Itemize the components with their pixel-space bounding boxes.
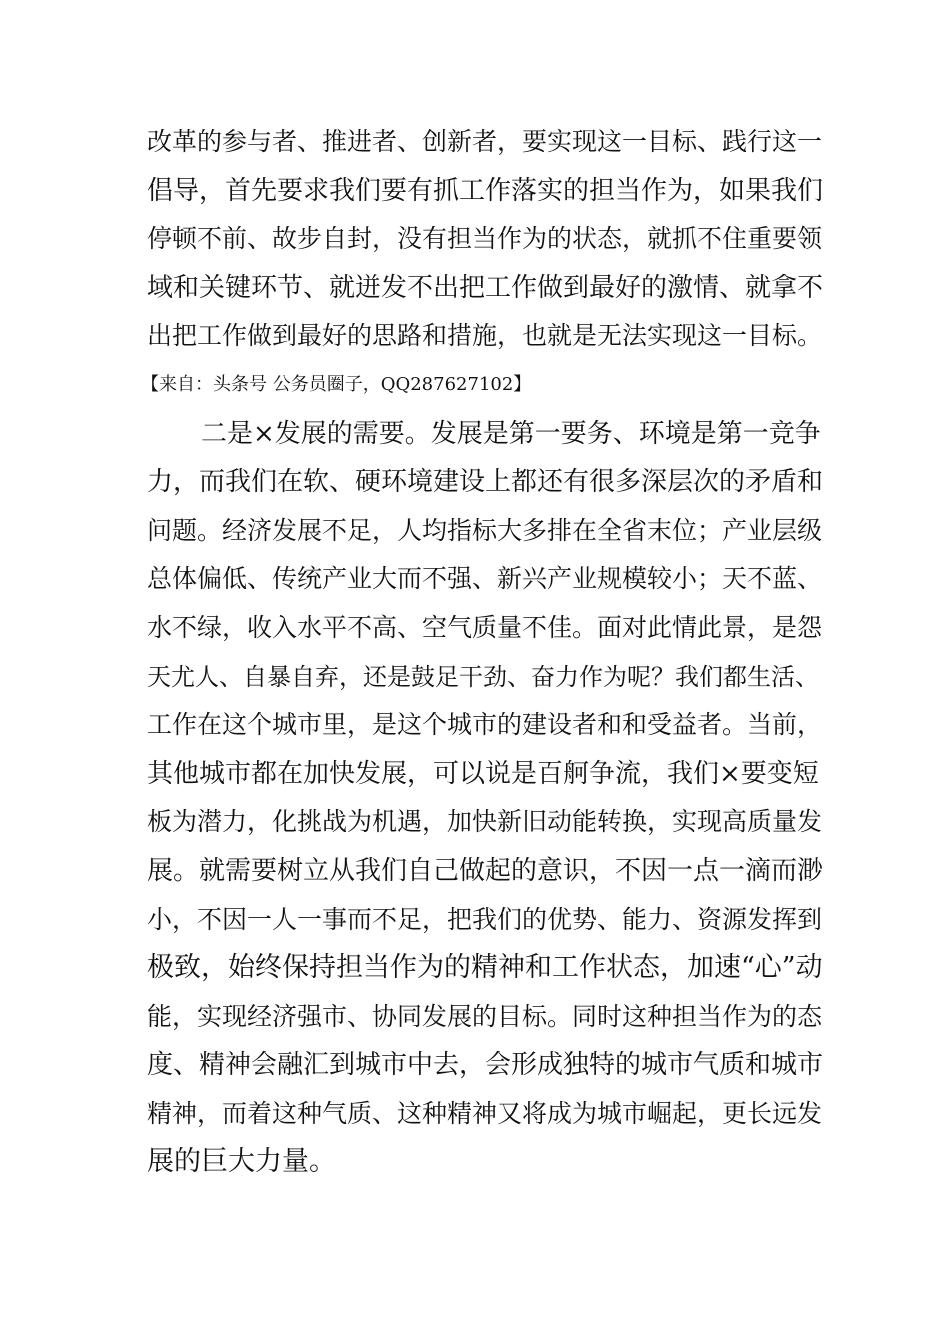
text-line: 展的巨大力量。 (147, 1146, 336, 1178)
text-line: 小，不因一人一事而不足，把我们的优势、能力、资源发挥到 (147, 904, 823, 934)
text-line: 域和关键环节、就迸发不出把工作做到最好的激情、就拿不 (147, 272, 824, 303)
text-line: 问题。经济发展不足，人均指标大多排在全省末位；产业层级 (147, 515, 823, 545)
text-line: 板为潜力，化挑战为机遇，加快新旧动能转换，实现高质量发 (147, 807, 823, 837)
text-line: 天尤人、自暴自弃，还是鼓足干劲、奋力作为呢？我们都生活、 (147, 662, 819, 691)
text-line: 度、精神会融汇到城市中去，会形成独特的城市气质和城市 (147, 1050, 824, 1081)
text-line: 改革的参与者、推进者、创新者，要实现这一目标、践行这一 (147, 127, 823, 156)
text-line: 倡导，首先要求我们要有抓工作落实的担当作为，如果我们 (147, 175, 824, 206)
paragraph-start-line: 二是×发展的需要。发展是第一要务、环境是第一竞争 (201, 418, 821, 449)
text-line: 停顿不前、故步自封，没有担当作为的状态，就抓不住重要领 (147, 224, 823, 254)
body-text (141, 118, 827, 1187)
text-line: 水不绿，收入水平不高、空气质量不佳。面对此情此景，是怨 (147, 612, 823, 642)
text-line: 展。就需要树立从我们自己做起的意识，不因一点一滴而渺 (147, 855, 824, 886)
text-line: 其他城市都在加快发展，可以说是百舸争流，我们×要变短 (147, 758, 819, 789)
source-note: 【来自：头条号 公务员圈子，QQ287627102】 (141, 373, 532, 395)
text-line: 工作在这个城市里，是这个城市的建设者和和受益者。当前， (147, 710, 823, 740)
text-line: 总体偏低、传统产业大而不强、新兴产业规模较小；天不蓝、 (147, 564, 823, 594)
text-line: 出把工作做到最好的思路和措施，也就是无法实现这一目标。 (147, 321, 823, 351)
text-line: 精神，而着这种气质、这种精神又将成为城市崛起，更长远发 (147, 1098, 823, 1128)
text-line: 极致，始终保持担当作为的精神和工作状态，加速“心”动 (147, 952, 823, 984)
text-line: 力，而我们在软、硬环境建设上都还有很多深层次的矛盾和 (147, 467, 824, 498)
text-line: 能，实现经济强市、协同发展的目标。同时这种担当作为的态 (147, 1001, 823, 1031)
